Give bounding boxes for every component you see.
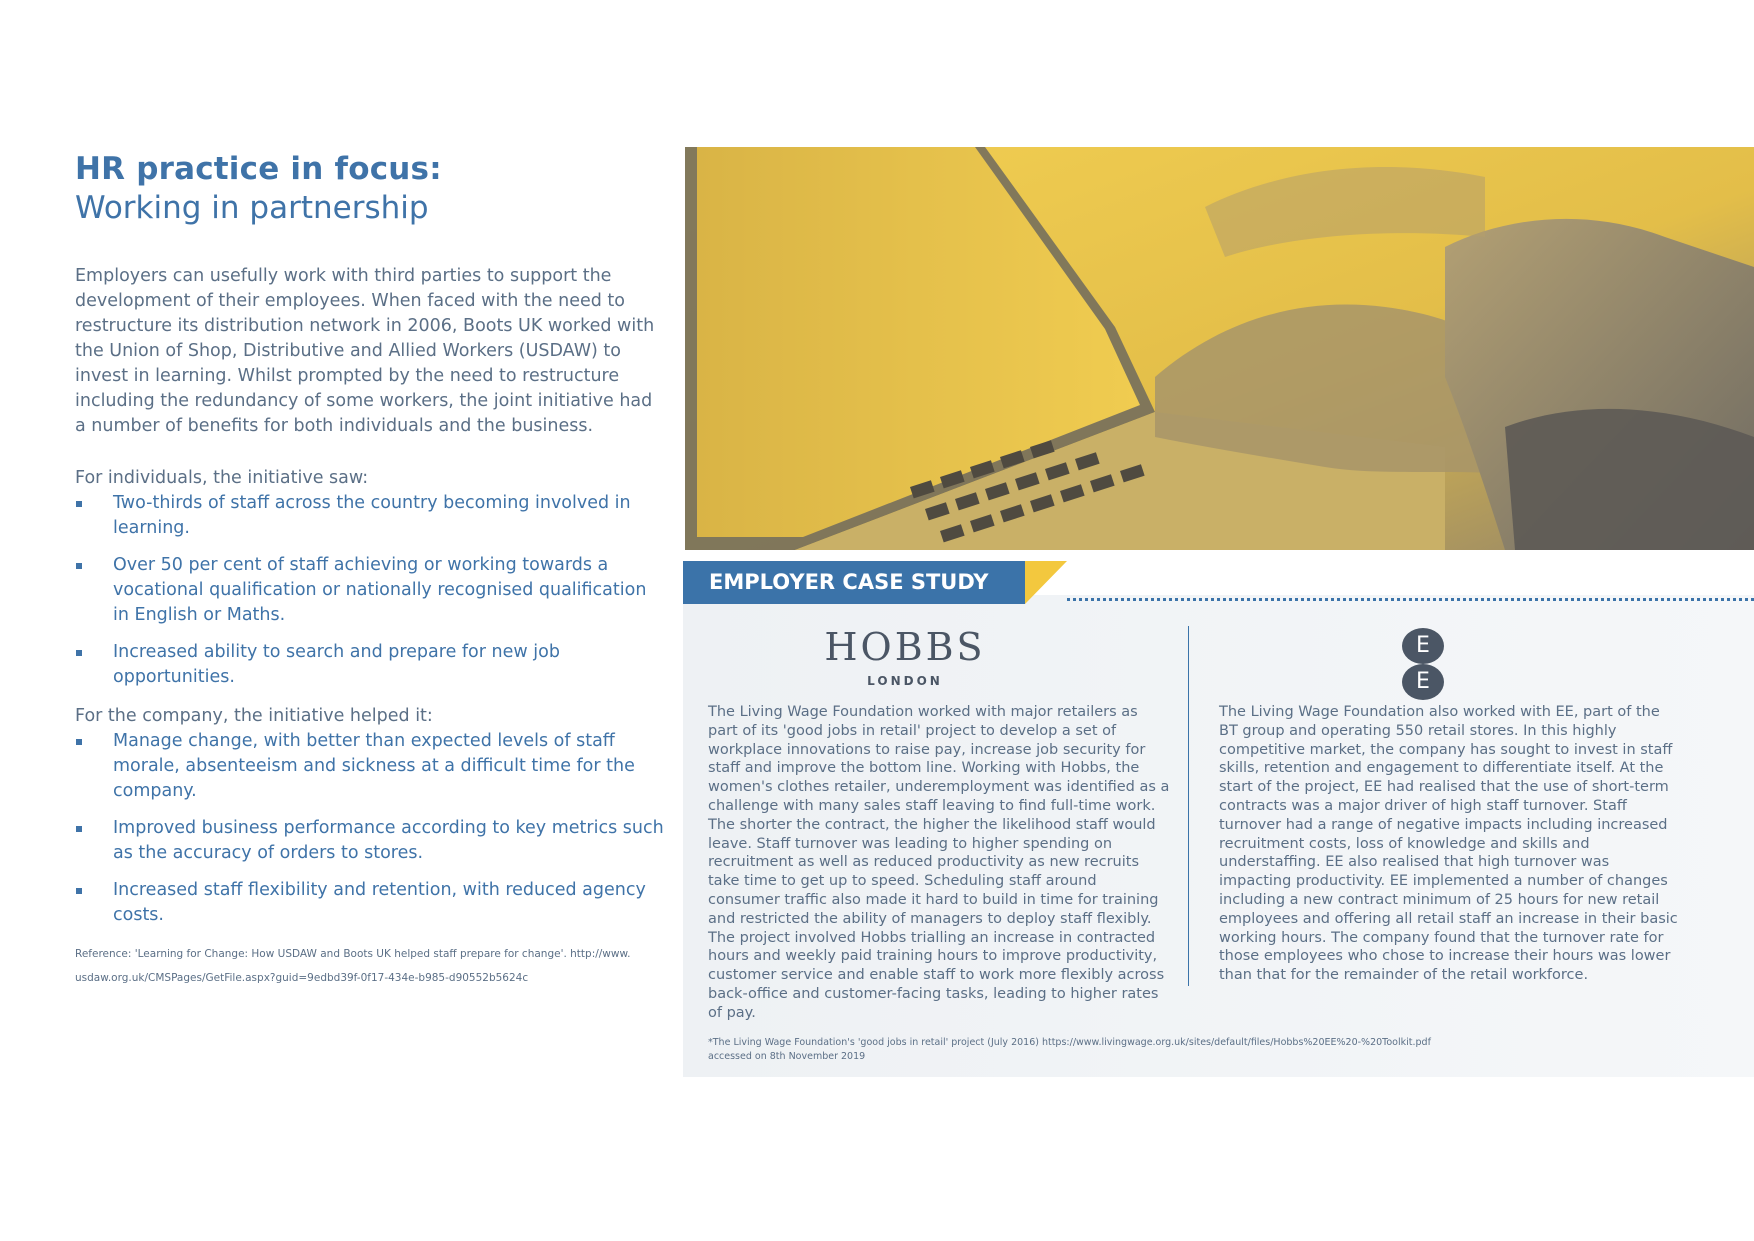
ee-logo [1402, 628, 1444, 700]
case-study-footnote [708, 1036, 1608, 1064]
list-item: Two-thirds of staff across the country becoming involved in learning. [75, 491, 665, 541]
company-lead: For the company, the initiative helped it: [75, 706, 433, 726]
bullet-icon [76, 826, 82, 832]
bullet-icon [76, 563, 82, 569]
hobbs-logo-sub: LONDON [867, 674, 943, 688]
footnote-line-2: accessed on 8th November 2019 [708, 1051, 866, 1062]
heading-subtitle: Working in partnership [75, 190, 429, 226]
hobbs-case-text: The Living Wage Foundation worked with major retailers as part of its 'good jobs in retail' project to develop a set of workplace innovations to raise pay, increase job security for staff and improve the bottom line. Working with Hobbs, the women's clothes retailer, underemployment was identified as a challenge with many sales staff leaving to find full-time work. The shorter the contract, the higher the likelihood staff would leave. Staff turnover was leading to higher spending on recruitment as well as reduced productivity as new recruits take time to get up to speed. Scheduling staff around consumer traffic also made it hard to build in time for training and restricted the ability of managers to deploy staff flexibly. The project involved Hobbs trialling an increase in contracted hours and weekly paid training hours to improve productivity, customer service and enable staff to work more flexibly across back-office and customer-facing tasks, leading to higher rates of pay. [708, 704, 1170, 1021]
main-column [75, 150, 665, 990]
ee-case-text: The Living Wage Foundation also worked with EE, part of the BT group and operating 550 retail stores. In this highly competitive market, the company has sought to invest in staff skills, retention and engagement to differentiate itself. At the start of the project, EE had realised that the use of short-term contracts was a major driver of high staff turnover. Staff turnover had a range of negative impacts including increased recruitment costs, loss of knowledge and skills and understaffing. EE also realised that high turnover was impacting productivity. EE implemented a number of changes including a new contract minimum of 25 hours for new retail employees and offering all retail staff an increase in their basic working hours. The company found that the turnover rate for those employees who chose to increase their hours was lower than that for the remainder of the retail workforce. [1219, 704, 1678, 984]
list-item: Increased ability to search and prepare for new job opportunities. [75, 640, 665, 690]
ee-logo-bottom: E [1402, 664, 1444, 700]
laptop-photo [685, 147, 1754, 550]
hobbs-logo-name: HOBBS [824, 625, 986, 669]
column-divider [1188, 626, 1189, 986]
bullet-icon [76, 501, 82, 507]
heading-title: HR practice in focus: [75, 151, 442, 187]
company-list [75, 729, 665, 928]
case-study-banner: EMPLOYER CASE STUDY [683, 561, 1025, 604]
list-item: Over 50 per cent of staff achieving or working towards a vocational qualification or nationally recognised qualification in English or Maths. [75, 553, 665, 628]
individuals-lead: For individuals, the initiative saw: [75, 468, 369, 488]
reference-line-1: Reference: 'Learning for Change: How USDAW and Boots UK helped staff prepare for change'. http://www. [75, 948, 631, 960]
intro-paragraph: Employers can usefully work with third parties to support the development of their employees. When faced with the need to restructure its distribution network in 2006, Boots UK worked with the Union of Shop, Distributive and Allied Workers (USDAW) to invest in learning. Whilst prompted by the need to restructure including the redundancy of some workers, the joint initiative had a number of benefits for both individuals and the business. [75, 266, 655, 436]
list-item: Improved business performance according to key metrics such as the accuracy of orders to stores. [75, 816, 665, 866]
footnote-line-1: *The Living Wage Foundation's 'good jobs in retail' project (July 2016) https://www.livingwage.org.uk/sites/default/files/Hobbs%20EE%20-%20Toolkit.pdf [708, 1037, 1431, 1048]
bullet-icon [76, 650, 82, 656]
banner-accent [1025, 561, 1067, 604]
bullet-icon [76, 888, 82, 894]
list-item: Manage change, with better than expected levels of staff morale, absenteeism and sickness at a difficult time for the company. [75, 729, 665, 804]
reference-line-2: usdaw.org.uk/CMSPages/GetFile.aspx?guid=9edbd39f-0f17-434e-b985-d90552b5624c [75, 972, 529, 984]
ee-logo-top: E [1402, 628, 1444, 664]
bullet-icon [76, 739, 82, 745]
reference-note [75, 942, 665, 990]
individuals-list [75, 491, 665, 690]
dotted-rule [1067, 598, 1754, 601]
list-item: Increased staff flexibility and retention, with reduced agency costs. [75, 878, 665, 928]
laptop-illustration [685, 147, 1754, 550]
hobbs-logo [780, 626, 1030, 688]
